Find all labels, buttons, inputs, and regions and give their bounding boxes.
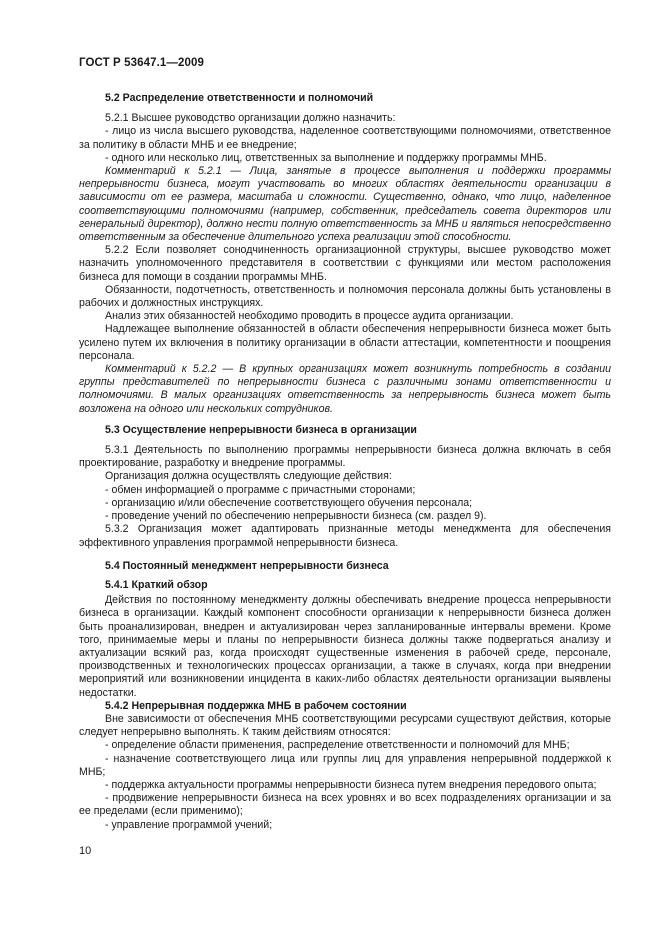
document-header: ГОСТ Р 53647.1—2009 (79, 57, 204, 69)
paragraph: 5.3.1 Деятельность по выполнению программы непрерывности бизнеса должна включать в себя проектирование, разработку и внедрение программы. (79, 444, 611, 470)
paragraph: Надлежащее выполнение обязанностей в области обеспечения непрерывности бизнеса может быть усилено путем их включения в политику организации в области аттестации, компетентности и поощрения персонала. (79, 323, 611, 362)
list-item: - организацию и/или обеспечение соответствующего обучения персонала; (105, 496, 473, 509)
list-item: - проведение учений по обеспечению непрерывности бизнеса (см. раздел 9). (105, 510, 487, 523)
page-number: 10 (79, 845, 92, 857)
section-5-3-title: 5.3 Осуществление непрерывности бизнеса в организации (105, 423, 417, 436)
paragraph: Действия по постоянному менеджменту должны обеспечивать внедрение процесса непрерывности бизнеса в организации. Каждый компонент способности организации к непрерывности бизнеса должен быть проанализирован, внедрен и актуализирован через запланированные интервалы времени. Кроме того, принимаемые меры и планы по непрерывности бизнеса должны также подвергаться анализу и актуализации всякий раз, когда происходят существенные изменения в рабочей среде, персонале, производственных и технологических процессах организации, а также в случаях, когда при внедрении мероприятий или возникновении инцидента в каких-либо областях деятельности организации выявлены недостатки. (79, 594, 611, 699)
list-item: - управление программой учений; (105, 818, 273, 831)
paragraph: 5.2.1 Высшее руководство организации должно назначить: (105, 112, 396, 125)
paragraph: Обязанности, подотчетность, ответственность и полномочия персонала должны быть установлены в рабочих и должностных инструкциях. (79, 283, 611, 310)
paragraph: 5.3.2 Организация может адаптировать признанные методы менеджмента для обеспечения эффективного управления программой непрерывности бизнеса. (79, 523, 611, 549)
list-item: - обмен информацией о программе с причастными сторонами; (105, 483, 416, 496)
paragraph: Вне зависимости от обеспечения МНБ соответствующими ресурсами существуют действия, которые следует непрерывно выполнять. К таким действиям относятся: (79, 712, 611, 739)
subsection-5-4-1-title: 5.4.1 Краткий обзор (105, 578, 208, 591)
section-5-2-title: 5.2 Распределение ответственности и полномочий (105, 92, 374, 104)
list-item: - продвижение непрерывности бизнеса на всех уровнях и во всех подразделениях организации и за ее пределами (если применимо); (79, 792, 611, 818)
list-item: - поддержка актуальности программы непрерывности бизнеса путем внедрения передового опыта; (105, 778, 597, 791)
list-item: - назначение соответствующего лица или группы лиц для управления непрерывной поддержкой к МНБ; (79, 752, 611, 778)
paragraph: 5.2.2 Если позволяет сонодчиненность организационной структуры, высшее руководство может назначить уполномоченного представителя в соответствии с функциями или местом расположения бизнеса для помощи в создании программы МНБ. (79, 244, 611, 283)
subsection-5-4-2-title: 5.4.2 Непрерывная поддержка МНБ в рабочем состоянии (105, 699, 407, 712)
comment-5-2-1: Комментарий к 5.2.1 — Лица, занятые в процессе выполнения и поддержки программы непрерывности бизнеса, могут участвовать во многих областях деятельности организации в зависимости от ее размера, масштаба и сложности. Существенно, однако, что лицо, наделенное соответствующими полномочиями (например, собственник, председатель совета директоров или генеральный директор), должно нести полную ответственность за МНБ и являться непосредственно ответственным за обеспечение длительного успеха реализации этой способности. (79, 165, 611, 244)
list-item: - одного или несколько лиц, ответственных за выполнение и поддержку программы МНБ. (105, 151, 547, 164)
list-item: - лицо из числа высшего руководства, наделенное соответствующими полномочиями, ответственное за политику в области МНБ и ее внедрение; (79, 125, 611, 151)
paragraph: Организация должна осуществлять следующие действия: (105, 470, 392, 483)
section-5-4-title: 5.4 Постоянный менеджмент непрерывности бизнеса (105, 559, 389, 572)
page-body (79, 92, 611, 832)
comment-5-2-2: Комментарий к 5.2.2 — В крупных организациях может возникнуть потребность в создании группы представителей по непрерывности бизнеса с различными зонами ответственности и полномочиями. В малых организациях ответственность за непрерывность бизнеса может быть возложена на одного или нескольких сотрудников. (79, 363, 611, 415)
paragraph: Анализ этих обязанностей необходимо проводить в процессе аудита организации. (105, 310, 514, 323)
list-item: - определение области применения, распределение ответственности и полномочий для МНБ; (105, 739, 570, 752)
